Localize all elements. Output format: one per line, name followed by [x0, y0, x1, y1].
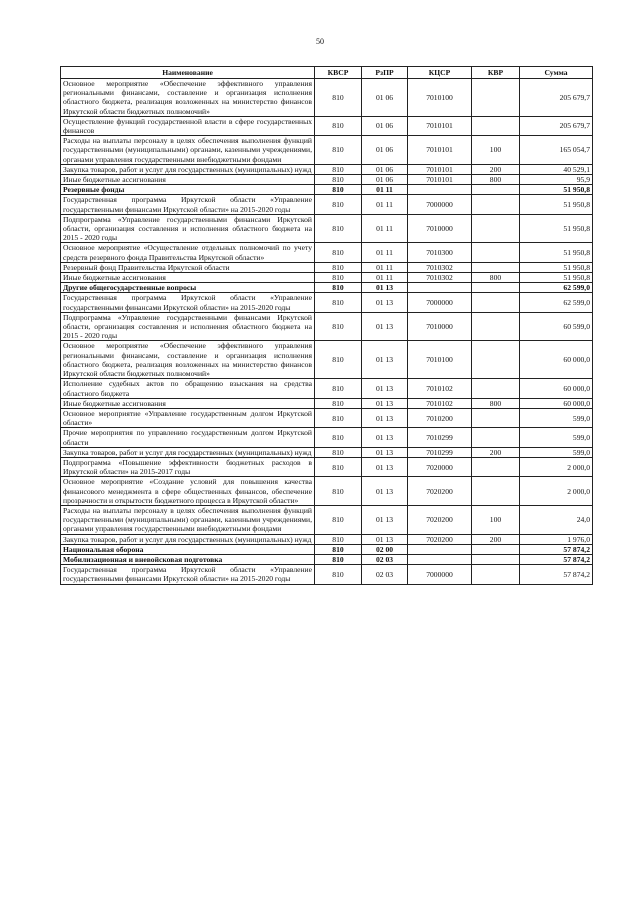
cell-kvr	[472, 312, 520, 341]
cell-sum: 51 950,8	[520, 214, 593, 243]
cell-sum: 51 950,8	[520, 273, 593, 283]
cell-kvr	[472, 457, 520, 476]
cell-kcsr: 7000000	[408, 565, 472, 584]
cell-sum: 95,9	[520, 175, 593, 185]
cell-kvsr: 810	[315, 136, 362, 165]
table-row	[61, 477, 593, 506]
cell-name: Иные бюджетные ассигнования	[61, 273, 315, 283]
cell-name: Подпрограмма «Повышение эффективности бюджетных расходов в Иркутской области» на 2015-2017 годы	[61, 457, 315, 476]
cell-sum: 2 000,0	[520, 477, 593, 506]
cell-kvsr: 810	[315, 283, 362, 293]
cell-name: Расходы на выплаты персоналу в целях обеспечения выполнения функций государственными (муниципальными) органами, казенными учреждениями, органами управления государственными внебюджетными фондами	[61, 136, 315, 165]
cell-sum: 60 000,0	[520, 398, 593, 408]
cell-kvr	[472, 428, 520, 447]
cell-name: Государственная программа Иркутской области «Управление государственными финансами Иркутской области» на 2015-2020 годы	[61, 195, 315, 214]
cell-name: Закупка товаров, работ и услуг для государственных (муниципальных) нужд	[61, 534, 315, 544]
cell-rzpr: 01 13	[362, 293, 408, 312]
cell-rzpr: 01 06	[362, 136, 408, 165]
cell-kcsr: 7010000	[408, 214, 472, 243]
cell-kcsr	[408, 544, 472, 554]
cell-sum: 24,0	[520, 505, 593, 534]
cell-rzpr: 01 13	[362, 477, 408, 506]
cell-kvsr: 810	[315, 457, 362, 476]
cell-name: Основное мероприятие «Управление государственным долгом Иркутской области»	[61, 408, 315, 427]
cell-rzpr: 02 03	[362, 565, 408, 584]
cell-kvr: 800	[472, 398, 520, 408]
cell-kvr	[472, 262, 520, 272]
cell-rzpr: 01 06	[362, 175, 408, 185]
cell-kcsr: 7010100	[408, 79, 472, 117]
cell-kvsr: 810	[315, 554, 362, 564]
cell-kvsr: 810	[315, 79, 362, 117]
table-row	[61, 341, 593, 379]
table-row	[61, 447, 593, 457]
cell-name: Государственная программа Иркутской области «Управление государственными финансами Иркутской области» на 2015-2020 годы	[61, 293, 315, 312]
cell-rzpr: 01 13	[362, 398, 408, 408]
table-row	[61, 195, 593, 214]
cell-kcsr: 7010100	[408, 341, 472, 379]
cell-kcsr: 7000000	[408, 195, 472, 214]
cell-kvr: 100	[472, 505, 520, 534]
cell-rzpr: 01 13	[362, 283, 408, 293]
cell-name: Закупка товаров, работ и услуг для государственных (муниципальных) нужд	[61, 447, 315, 457]
cell-name: Основное мероприятие «Создание условий для повышения качества финансового менеджмента в сфере общественных финансов, обеспечение прозрачности и открытости бюджетного процесса в Иркутской области»	[61, 477, 315, 506]
cell-rzpr: 01 11	[362, 185, 408, 195]
cell-kvsr: 810	[315, 164, 362, 174]
cell-kcsr: 7010300	[408, 243, 472, 262]
cell-rzpr: 01 13	[362, 379, 408, 398]
cell-sum: 599,0	[520, 428, 593, 447]
cell-kvr	[472, 79, 520, 117]
header-kvsr: КВСР	[315, 67, 362, 79]
cell-sum: 51 950,8	[520, 262, 593, 272]
cell-kcsr: 7010302	[408, 273, 472, 283]
cell-rzpr: 02 03	[362, 554, 408, 564]
cell-kvr: 200	[472, 164, 520, 174]
table-row	[61, 379, 593, 398]
cell-kcsr: 7010101	[408, 116, 472, 135]
cell-kcsr: 7010299	[408, 447, 472, 457]
header-kcsr: КЦСР	[408, 67, 472, 79]
cell-sum: 51 950,8	[520, 243, 593, 262]
table-row	[61, 293, 593, 312]
header-sum: Сумма	[520, 67, 593, 79]
cell-kcsr: 7010302	[408, 262, 472, 272]
cell-kvsr: 810	[315, 262, 362, 272]
cell-sum: 62 599,0	[520, 283, 593, 293]
cell-sum: 40 529,1	[520, 164, 593, 174]
cell-rzpr: 01 13	[362, 428, 408, 447]
cell-kcsr: 7010102	[408, 398, 472, 408]
header-kvr: КВР	[472, 67, 520, 79]
cell-kcsr	[408, 185, 472, 195]
cell-kvr	[472, 554, 520, 564]
section-row	[61, 554, 593, 564]
cell-kvsr: 810	[315, 565, 362, 584]
cell-kcsr	[408, 554, 472, 564]
cell-sum: 57 874,2	[520, 544, 593, 554]
cell-kvsr: 810	[315, 447, 362, 457]
cell-kcsr: 7020200	[408, 534, 472, 544]
cell-kvsr: 810	[315, 312, 362, 341]
section-row	[61, 544, 593, 554]
cell-sum: 165 054,7	[520, 136, 593, 165]
cell-sum: 51 950,8	[520, 195, 593, 214]
table-row	[61, 534, 593, 544]
cell-rzpr: 01 06	[362, 79, 408, 117]
cell-sum: 60 599,0	[520, 312, 593, 341]
cell-kvsr: 810	[315, 408, 362, 427]
table-row	[61, 505, 593, 534]
page-number: 50	[316, 37, 324, 46]
cell-kvr	[472, 185, 520, 195]
cell-kvr: 200	[472, 447, 520, 457]
cell-name: Мобилизационная и вневойсковая подготовка	[61, 554, 315, 564]
cell-kvr	[472, 283, 520, 293]
table-row	[61, 175, 593, 185]
cell-name: Другие общегосударственные вопросы	[61, 283, 315, 293]
cell-name: Резервный фонд Правительства Иркутской области	[61, 262, 315, 272]
cell-rzpr: 01 13	[362, 534, 408, 544]
cell-kvr	[472, 565, 520, 584]
cell-kvsr: 810	[315, 505, 362, 534]
cell-sum: 60 000,0	[520, 341, 593, 379]
cell-kcsr: 7010101	[408, 175, 472, 185]
table-row	[61, 79, 593, 117]
cell-name: Иные бюджетные ассигнования	[61, 398, 315, 408]
cell-kvr: 200	[472, 534, 520, 544]
header-name: Наименование	[61, 67, 315, 79]
cell-rzpr: 01 11	[362, 195, 408, 214]
cell-name: Государственная программа Иркутской области «Управление государственными финансами Иркутской области» на 2015-2020 годы	[61, 565, 315, 584]
cell-kvsr: 810	[315, 293, 362, 312]
cell-kcsr	[408, 283, 472, 293]
cell-kvsr: 810	[315, 214, 362, 243]
cell-kvr	[472, 195, 520, 214]
table-row	[61, 164, 593, 174]
cell-kvsr: 810	[315, 477, 362, 506]
cell-name: Иные бюджетные ассигнования	[61, 175, 315, 185]
cell-name: Исполнение судебных актов по обращению взыскания на средства областного бюджета	[61, 379, 315, 398]
cell-kcsr: 7010299	[408, 428, 472, 447]
cell-kcsr: 7000000	[408, 293, 472, 312]
cell-kvr	[472, 544, 520, 554]
table-row	[61, 273, 593, 283]
cell-kvr	[472, 243, 520, 262]
cell-rzpr: 02 00	[362, 544, 408, 554]
cell-rzpr: 01 06	[362, 116, 408, 135]
table-row	[61, 116, 593, 135]
cell-kvsr: 810	[315, 195, 362, 214]
cell-name: Подпрограмма «Управление государственными финансами Иркутской области, организация составления и исполнения областного бюджета на 2015 - 2020 годы	[61, 214, 315, 243]
cell-sum: 51 950,8	[520, 185, 593, 195]
cell-kvsr: 810	[315, 379, 362, 398]
table-row	[61, 312, 593, 341]
cell-kvr: 800	[472, 273, 520, 283]
cell-sum: 205 679,7	[520, 79, 593, 117]
cell-kvsr: 810	[315, 544, 362, 554]
section-row	[61, 283, 593, 293]
cell-sum: 1 976,0	[520, 534, 593, 544]
cell-kcsr: 7020200	[408, 477, 472, 506]
cell-kvr	[472, 477, 520, 506]
cell-kvsr: 810	[315, 185, 362, 195]
section-row	[61, 185, 593, 195]
cell-kvr	[472, 341, 520, 379]
cell-kvsr: 810	[315, 398, 362, 408]
cell-name: Подпрограмма «Управление государственными финансами Иркутской области, организация составления и исполнения областного бюджета на 2015 - 2020 годы	[61, 312, 315, 341]
cell-sum: 2 000,0	[520, 457, 593, 476]
budget-table	[60, 66, 593, 585]
cell-rzpr: 01 13	[362, 312, 408, 341]
cell-sum: 60 000,0	[520, 379, 593, 398]
cell-rzpr: 01 13	[362, 408, 408, 427]
cell-kvr	[472, 408, 520, 427]
header-rzpr: РзПР	[362, 67, 408, 79]
cell-name: Прочие мероприятия по управлению государственным долгом Иркутской области	[61, 428, 315, 447]
cell-kvr: 800	[472, 175, 520, 185]
cell-kcsr: 7010102	[408, 379, 472, 398]
cell-rzpr: 01 11	[362, 214, 408, 243]
cell-kvr	[472, 214, 520, 243]
table-row	[61, 243, 593, 262]
cell-kcsr: 7010000	[408, 312, 472, 341]
cell-sum: 57 874,2	[520, 565, 593, 584]
cell-name: Осуществление функций государственной власти в сфере государственных финансов	[61, 116, 315, 135]
cell-name: Основное мероприятие «Обеспечение эффективного управления региональными финансами, составление и организация исполнения областного бюджета, реализация возложенных на министерство финансов Иркутской области бюджетных полномочий»	[61, 341, 315, 379]
cell-name: Закупка товаров, работ и услуг для государственных (муниципальных) нужд	[61, 164, 315, 174]
cell-kvsr: 810	[315, 534, 362, 544]
cell-name: Расходы на выплаты персоналу в целях обеспечения выполнения функций государственными (муниципальными) органами, казенными учреждениями, органами управления государственными внебюджетными фондами	[61, 505, 315, 534]
cell-kcsr: 7010101	[408, 136, 472, 165]
cell-kcsr: 7010200	[408, 408, 472, 427]
cell-rzpr: 01 13	[362, 447, 408, 457]
cell-kvsr: 810	[315, 116, 362, 135]
table-row	[61, 136, 593, 165]
cell-kvsr: 810	[315, 243, 362, 262]
cell-kvsr: 810	[315, 341, 362, 379]
cell-rzpr: 01 13	[362, 457, 408, 476]
cell-rzpr: 01 11	[362, 262, 408, 272]
cell-rzpr: 01 13	[362, 505, 408, 534]
cell-sum: 62 599,0	[520, 293, 593, 312]
cell-rzpr: 01 06	[362, 164, 408, 174]
cell-kvr	[472, 293, 520, 312]
table-row	[61, 428, 593, 447]
cell-rzpr: 01 11	[362, 273, 408, 283]
cell-name: Основное мероприятие «Обеспечение эффективного управления региональными финансами, составление и организация исполнения областного бюджета, реализация возложенных на министерство финансов Иркутской области бюджетных полномочий»	[61, 79, 315, 117]
cell-kvr	[472, 379, 520, 398]
cell-name: Национальная оборона	[61, 544, 315, 554]
cell-sum: 599,0	[520, 447, 593, 457]
cell-kcsr: 7020000	[408, 457, 472, 476]
table-row	[61, 408, 593, 427]
cell-name: Резервные фонды	[61, 185, 315, 195]
cell-kvr: 100	[472, 136, 520, 165]
table-header	[61, 67, 593, 79]
cell-kcsr: 7020200	[408, 505, 472, 534]
cell-sum: 57 874,2	[520, 554, 593, 564]
cell-rzpr: 01 11	[362, 243, 408, 262]
cell-kvr	[472, 116, 520, 135]
table-row	[61, 398, 593, 408]
table-row	[61, 457, 593, 476]
cell-kvsr: 810	[315, 175, 362, 185]
cell-name: Основное мероприятие «Осуществление отдельных полномочий по учету средств резервного фонда Правительства Иркутской области»	[61, 243, 315, 262]
header-row	[61, 67, 593, 79]
table-row	[61, 565, 593, 584]
table-row	[61, 262, 593, 272]
cell-sum: 205 679,7	[520, 116, 593, 135]
table-row	[61, 214, 593, 243]
cell-sum: 599,0	[520, 408, 593, 427]
cell-kvsr: 810	[315, 428, 362, 447]
cell-rzpr: 01 13	[362, 341, 408, 379]
table-body	[61, 79, 593, 585]
cell-kvsr: 810	[315, 273, 362, 283]
cell-kcsr: 7010101	[408, 164, 472, 174]
